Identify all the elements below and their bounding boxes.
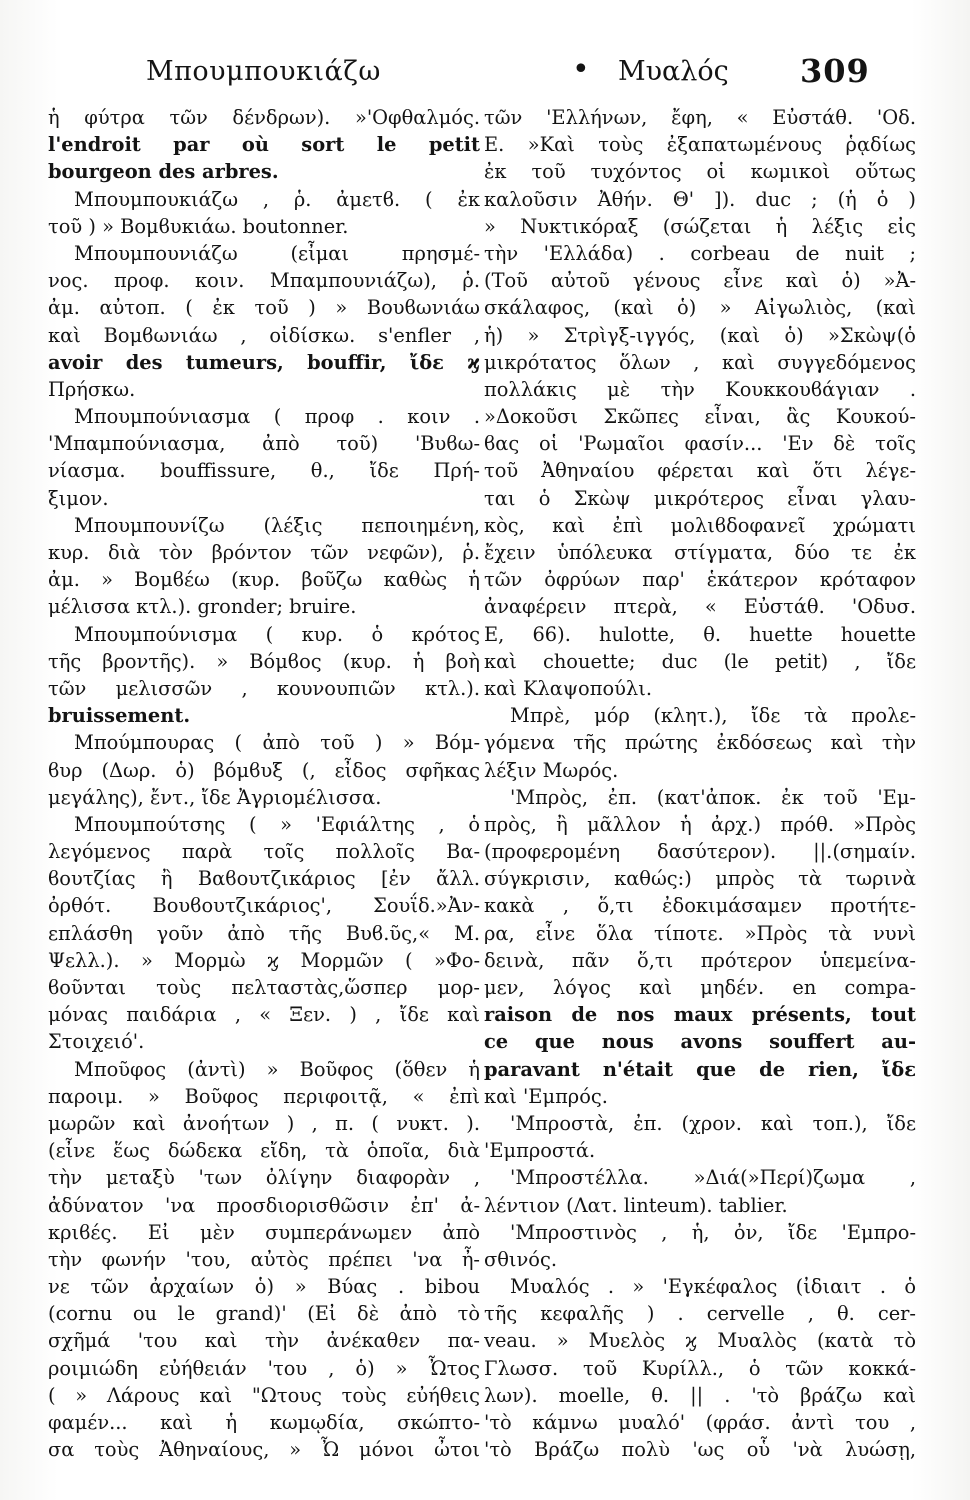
text-line: Μπουμπούνιασμα ( προφ . κοιν . [74, 405, 480, 429]
text-line: καὶ 'Εμπρός. [484, 1084, 608, 1108]
text-line: κριϐές. Εἰ μὲν συμπεράνωμεν ἀπὸ [48, 1220, 480, 1244]
text-line: μικρότατος ὅλων , καὶ συγγεδόμενος [484, 350, 916, 374]
text-line: Μποῦφος (ἀντὶ) » Βοῦφος (ὅθεν ἡ [74, 1057, 480, 1081]
text-line: ϐοῦνται τοὺς πελταστὰς,ὥσπερ μορ- [48, 976, 480, 999]
text-line: Πρήσκω. [48, 377, 136, 401]
text-line: avoir des tumeurs, bouffir, ἴδε ϗ [48, 350, 480, 374]
text-line: bruissement. [48, 704, 191, 728]
text-line: τῆς βροντῆς). » Βόμϐος (κυρ. ἡ βοὴ [48, 649, 480, 673]
text-line: Μπούμπουρας ( ἀπὸ τοῦ ) » Βόμ- [74, 731, 480, 755]
text-line: Στοιχειό'. [48, 1030, 145, 1054]
page-number: 309 [800, 52, 870, 90]
text-line: επλάσθη γοῦν ἀπὸ τῆς Βυϐ.ῦς,« Μ. [48, 921, 480, 945]
text-line: (εἶνε ἕως δώδεκα εἴδη, τὰ ὁποῖα, διὰ [48, 1139, 480, 1163]
text-line: Ε, 66). hulotte, θ. huette houette [484, 622, 916, 646]
text-line: νος. προφ. κοιν. Μπαμπουνιάζω), ῥ. [48, 269, 480, 293]
text-line: ξιμον. [48, 486, 109, 510]
text-line: κὸς, καὶ ἐπὶ μολιϐδοφανεῖ χρώματι [484, 513, 916, 537]
text-line: μέλισσα κτλ.). gronder; bruire. [48, 595, 357, 619]
text-line: Γλωσσ. τοῦ Κυρίλλ., ὁ τῶν κοκκά- [484, 1356, 916, 1380]
text-line: σκάλαφος, (καὶ ὁ) » Αἰγωλιὸς, (καὶ [484, 296, 916, 320]
text-line: φαμέν... καὶ ἡ κωμῳδία, σκώπτο- [48, 1411, 480, 1434]
left-column [48, 104, 480, 1463]
text-line: πρὸς, ἢ μᾶλλον ἡ ἀρχ.) πρόθ. »Πρὸς [484, 812, 916, 836]
text-line: ὀρθότ. Βουϐουτζικάριος', Σουΐδ.»Ἀν- [48, 894, 480, 918]
text-line: 'Μπαμπούνιασμα, ἀπὸ τοῦ) 'Βυϐω- [48, 432, 480, 456]
text-line: » Νυκτικόραξ (σώζεται ἡ λέξις εἰς [484, 214, 916, 238]
text-line: παροιμ. » Βοῦφος περιφοιτᾷ, « ἐπὶ [48, 1084, 480, 1108]
text-line: ( » Λάρους καὶ "Ωτους τοὺς εὐήθεις [48, 1383, 480, 1407]
text-line: 'τὸ κάμνω μυαλό' (φράσ. ἀντὶ του , [484, 1411, 916, 1434]
text-line: νε τῶν ἀρχαίων ὁ) » Βύας . bibou [48, 1275, 480, 1299]
text-line: σθινός. [484, 1247, 557, 1271]
text-line: λεγόμενος παρὰ τοῖς πολλοῖς Βα- [48, 840, 480, 864]
text-line: ται ὁ Σκὼψ μικρότερος εἶναι γλαυ- [484, 486, 916, 510]
text-line: 'τὸ Βράζω πολὺ 'ως οὗ 'νὰ λυώσῃ, [484, 1438, 916, 1462]
text-line: 'Μπροστέλλα. »Διά(»Περί)ζωμα , [510, 1166, 916, 1190]
text-line: τῶν μελισσῶν , κουνουπιῶν κτλ.). [48, 676, 480, 700]
header-separator: • [572, 52, 590, 87]
text-line: (προφερομένη δασύτερον). ||.(σημαίν. [484, 840, 916, 864]
text-line: (Τοῦ αὐτοῦ γένους εἶνε καὶ ὁ) »Ἀ- [484, 269, 916, 293]
text-line: Μπουμπούτσης ( » 'Εφιάλτης , ὁ [74, 812, 480, 836]
text-line: ἔχειν ὑπόλευκα στίγματα, δύο τε ἐκ [484, 541, 916, 564]
text-line: paravant n'était que de rien, ἴδε [484, 1057, 916, 1081]
text-line: τῆς κεφαλῆς ) . cervelle , θ. cer- [484, 1302, 916, 1326]
text-line: λων). moelle, θ. || . 'τὸ βράζω καὶ [484, 1383, 916, 1407]
text-line: ce que nous avons souffert au- [484, 1030, 916, 1054]
right-headword: Μυαλός [618, 56, 729, 87]
text-line: ἀδύνατον 'να προσδιορισθῶσιν ἐπ' ἀ- [48, 1193, 480, 1217]
text-line: νίασμα. bouffissure, θ., ἴδε Πρή- [48, 459, 480, 483]
text-line: Μπουμπουνίζω (λέξις πεποιημένη, [74, 513, 480, 537]
text-line: πολλάκις μὲ τὴν Κουκκουϐάγιαν . [484, 377, 916, 401]
text-line: ἡ) » Στρὶγξ-ιγγός, (καὶ ὁ) »Σκὼψ(ὁ [484, 323, 916, 347]
text-line: μεγάλης), ἔντ., ἴδε Ἀγριομέλισσα. [48, 785, 382, 809]
text-line: ἀμ. αὐτοπ. ( ἐκ τοῦ ) » Βουϐωνιάω [48, 296, 480, 320]
text-line: ϐουτζίας ἢ Βαϐουτζικάριος [ἐν ἄλλ. [48, 867, 480, 891]
text-line: καὶ chouette; duc (le petit) , ἴδε [484, 649, 916, 673]
text-line: σύγκρισιν, καθώς:) μπρὸς τὰ τωρινὰ [484, 867, 916, 891]
text-line: raison de nos maux présents, tout [484, 1003, 916, 1027]
text-line: Μπουμπουνιάζω (εἶμαι πρησμέ- [74, 241, 480, 265]
text-line: »Δοκοῦσι Σκῶπες εἶναι, ἃς Κουκού- [484, 405, 916, 429]
text-line: 'Εμπροστά. [484, 1139, 596, 1163]
text-line: γόμενα τῆς πρώτης ἐκδόσεως καὶ τὴν [484, 731, 916, 755]
text-line: τὴν 'Ελλάδα) . corbeau de nuit ; [484, 241, 916, 265]
text-line: δεινὰ, πᾶν ὅ,τι πρότερον ὑπεμείνα- [484, 948, 916, 972]
text-line: μεν, λόγος καὶ μηδέν. en compa- [484, 976, 916, 999]
text-line: τοῦ Ἀθηναίου φέρεται καὶ ὅτι λέγε- [484, 459, 916, 483]
text-line: ἀναφέρειν πτερὰ, « Εὐστάθ. 'Οδυσ. [484, 595, 916, 619]
text-line: κυρ. διὰ τὸν βρόντον τῶν νεφῶν), ῥ. [48, 541, 480, 564]
text-line: 'Μπροστινὸς , ἡ, ὀν, ἴδε 'Εμπρο- [510, 1220, 916, 1244]
text-line: 'Μπροστὰ, ἐπ. (χρον. καὶ τοπ.), ἴδε [510, 1111, 916, 1135]
text-line: ἡ φύτρα τῶν δένδρων). »'Οφθαλμός. [48, 106, 480, 129]
running-header [0, 52, 970, 102]
text-line: Μπουμπούνισμα ( κυρ. ὁ κρότος [74, 622, 480, 646]
text-line: ϐυρ (Δωρ. ὁ) βόμϐυξ (, εἶδος σφῆκας [48, 758, 480, 782]
text-line: bourgeon des arbres. [48, 160, 279, 184]
text-line: τῶν 'Ελλήνων, ἔφη, « Εὐστάθ. 'Οδ. [484, 106, 916, 129]
text-line: μωρῶν καὶ ἀνοήτων ) , π. ( νυκτ. ). [48, 1111, 480, 1135]
text-line: κακὰ , ὅ,τι ἐδοκιμάσαμεν προτήτε- [484, 894, 916, 918]
text-line: 'Μπρὸς, ἐπ. (κατ'ἀποκ. ἐκ τοῦ 'Εμ- [510, 785, 916, 809]
text-line: Μπουμπουκιάζω , ῥ. ἀμετϐ. ( ἐκ [74, 187, 480, 211]
text-line: τῶν ὀφρύων παρ' ἑκάτερον κρόταφον [484, 568, 916, 592]
left-headword: Μπουμπουκιάζω [146, 56, 381, 87]
text-line: τὴν μεταξὺ 'των ὀλίγην διαφορὰν , [48, 1166, 480, 1190]
text-line: ρα, εἶνε ὅλα τίποτε. »Πρὸς τὰ νυνὶ [484, 921, 916, 945]
text-line: σα τοὺς Ἀθηναίους, » Ὦ μόνοι ὦτοι [48, 1438, 480, 1462]
text-line: τοῦ ) » Βομϐυκιάω. boutonner. [48, 214, 349, 238]
text-line: καὶ Βομϐωνιάω , οἰδίσκω. s'enfler , [48, 323, 480, 347]
text-line: μόνας παιδάρια , « Ξεν. ) , ἴδε καὶ [48, 1003, 480, 1027]
text-line: ἐκ τοῦ τυχόντος οἱ κωμικοὶ οὕτως [484, 160, 916, 184]
text-line: Μυαλός . » 'Εγκέφαλος (ἰδιαιτ . ὁ [510, 1275, 916, 1299]
text-line: ἀμ. » Βομϐέω (κυρ. βοῦζω καθὼς ἡ [48, 568, 480, 592]
text-line: ροιμιώδη εὐήθειάν 'του , ὁ) » Ὦτος [48, 1356, 480, 1380]
text-line: καὶ Κλαψοπούλι. [484, 676, 652, 700]
text-line: (cornu ou le grand)' (Εἰ δὲ ἀπὸ τὸ [48, 1302, 480, 1326]
text-line: l'endroit par où sort le petit [48, 133, 480, 157]
right-column [484, 104, 916, 1463]
text-line: σχῆμά 'του καὶ τὴν ἀνέκαθεν πα- [48, 1329, 480, 1353]
text-line: τὴν φωνήν 'του, αὐτὸς πρέπει 'να ἦ- [48, 1247, 480, 1271]
text-line: λέξιν Μωρός. [484, 758, 619, 782]
text-line: Μπρὲ, μόρ (κλητ.), ἴδε τὰ προλε- [510, 704, 916, 728]
text-line: Ψελλ.). » Μορμὼ ϗ Μορμῶν ( »Φο- [48, 948, 480, 972]
text-line: ϐας οἱ 'Ρωμαῖοι φασίν... 'Εν δὲ τοῖς [484, 432, 916, 456]
text-line: καλοῦσιν Ἀθήν. Θ' ]). duc ; (ἡ ὁ ) [484, 187, 916, 211]
text-line: Ε. »Καὶ τοὺς ἐξαπατωμένους ῥᾳδίως [484, 133, 916, 157]
text-line: veau. » Μυελὸς ϗ Μυαλὸς (κατὰ τὸ [484, 1329, 916, 1353]
text-line: λέντιον (Λατ. linteum). tablier. [484, 1193, 788, 1217]
